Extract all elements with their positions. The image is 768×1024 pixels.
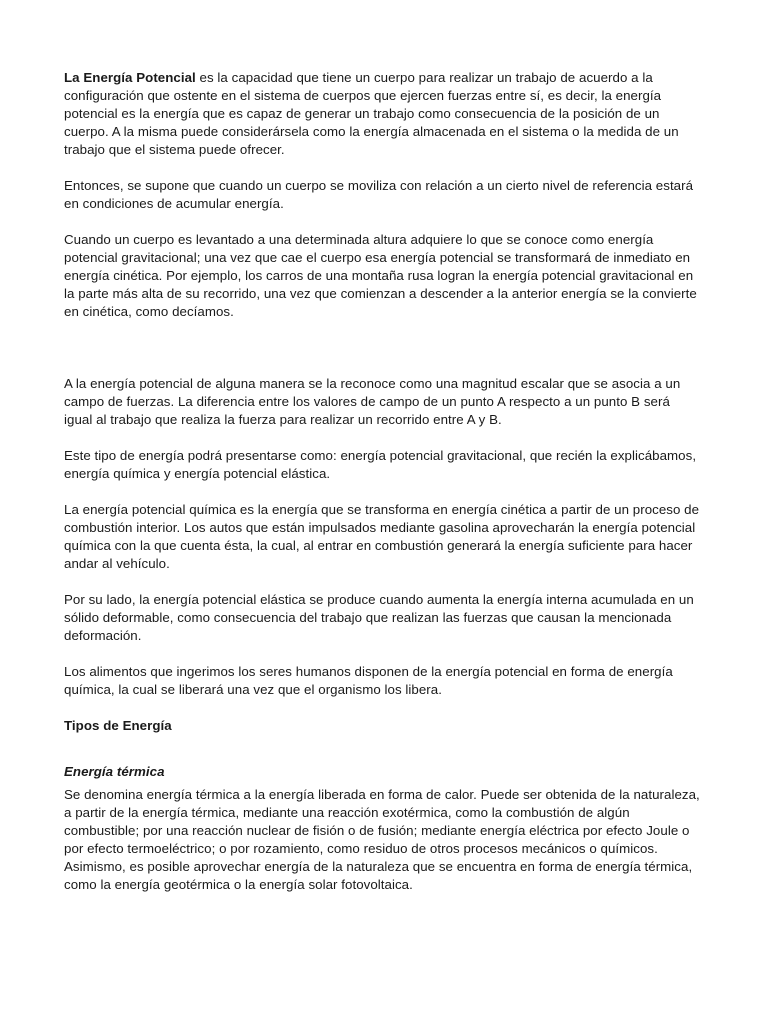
- paragraph-elastic-energy: Por su lado, la energía potencial elástica se produce cuando aumenta la energía interna acumulada en un sólido deformable, como consecuencia del trabajo que realizan las fuerzas que causan la mencionada deformación.: [64, 592, 694, 643]
- intro-paragraph: [64, 69, 700, 159]
- paragraph-chemical-energy: La energía potencial química es la energía que se transforma en energía cinética a partir de un proceso de combustión interior. Los autos que están impulsados mediante gasolina aprovecharán la energía potencial química con la que cuenta ésta, la cual, al entrar en combustión generará la energía suficiente para hacer andar al vehículo.: [64, 502, 700, 571]
- paragraph-food-energy: Los alimentos que ingerimos los seres humanos disponen de la energía potencial en forma de energía química, la cual se liberará una vez que el organismo los libera.: [64, 664, 673, 697]
- paragraph-scalar-magnitude: A la energía potencial de alguna manera se la reconoce como una magnitud escalar que se asocia a un campo de fuerzas. La diferencia entre los valores de campo de un punto A respecto a un punto B será igual al trabajo que realiza la fuerza para realizar un recorrido entre A y B.: [64, 376, 681, 427]
- paragraph-reference-level: Entonces, se supone que cuando un cuerpo se moviliza con relación a un cierto nivel de referencia estará en condiciones de acumular energía.: [64, 178, 694, 211]
- blank-gap: [64, 339, 700, 375]
- document-page: [64, 69, 700, 912]
- paragraph-thermal-energy: Se denomina energía térmica a la energía liberada en forma de calor. Puede ser obtenida de la naturaleza, a partir de la energía térmica, mediante una reacción exotérmica, como la combustión de algún combustible; por una reacción nuclear de fisión o de fusión; mediante energía eléctrica por efecto Joule o por efecto termoeléctrico; o por rozamiento, como residuo de otros procesos mecánicos o químicos. Asimismo, es posible aprovechar energía de la naturaleza que se encuentra en forma de energía térmica, como la energía geotérmica o la energía solar fotovoltaica.: [64, 787, 700, 892]
- intro-lead-term: La Energía Potencial: [64, 70, 196, 85]
- paragraph-energy-types: Este tipo de energía podrá presentarse como: energía potencial gravitacional, que recién la explicábamos, energía química y energía potencial elástica.: [64, 448, 697, 481]
- paragraph-gravitational: Cuando un cuerpo es levantado a una determinada altura adquiere lo que se conoce como energía potencial gravitacional; una vez que cae el cuerpo esa energía potencial se transformará de inmediato en energía cinética. Por ejemplo, los carros de una montaña rusa logran la energía potencial gravitacional en la parte más alta de su recorrido, una vez que comienzan a descender a la anterior energía se la convierte en cinética, como decíamos.: [64, 232, 697, 319]
- section-heading: Tipos de Energía: [64, 718, 172, 733]
- intro-text: es la capacidad que tiene un cuerpo para realizar un trabajo de acuerdo a la configuración que ostente en el sistema de cuerpos que ejercen fuerzas entre sí, es decir, la energía potencial es la energía que es capaz de generar un trabajo como consecuencia de la posición de un cuerpo. A la misma puede considerársela como la energía almacenada en el sistema o la medida de un trabajo que el sistema puede ofrecer.: [64, 70, 679, 157]
- subsection-heading: Energía térmica: [64, 764, 165, 779]
